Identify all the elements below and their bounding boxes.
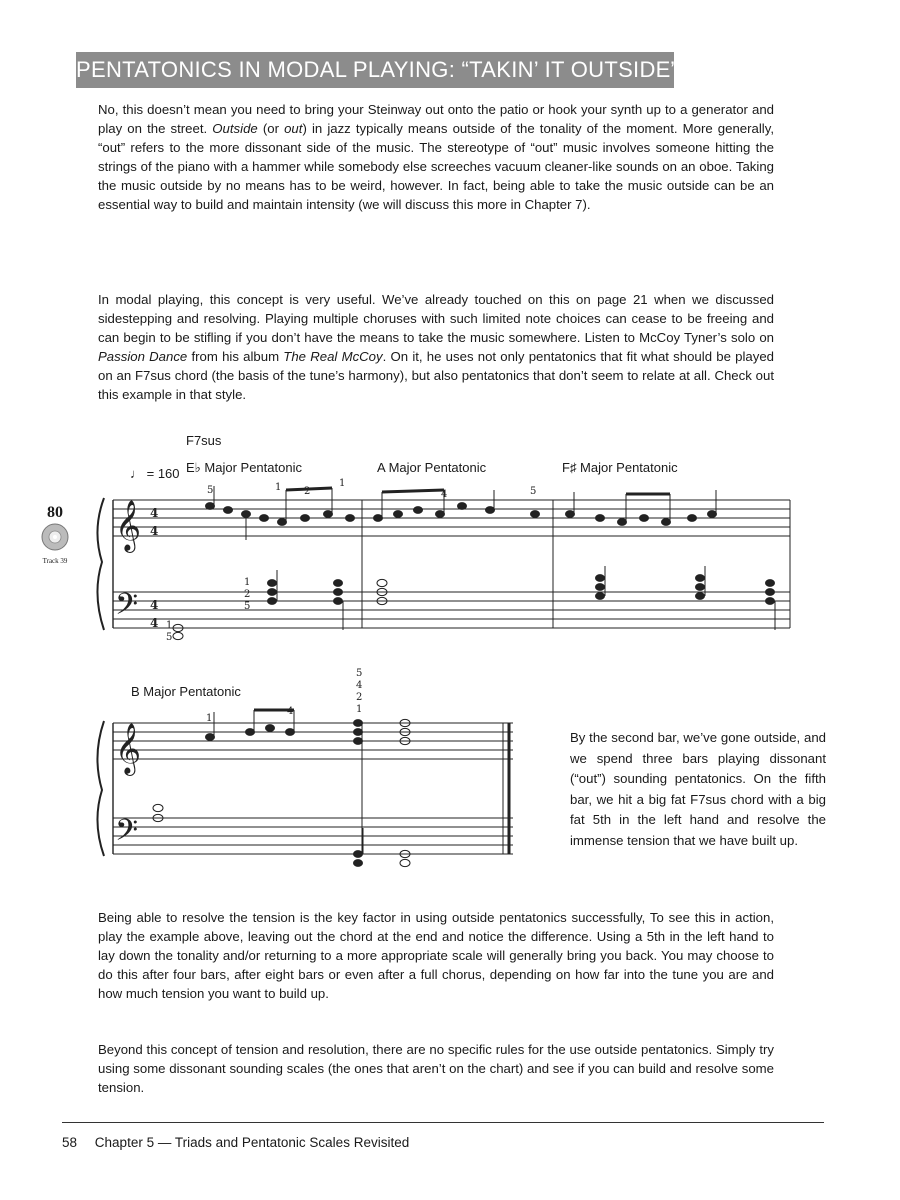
melody-notes-1	[206, 486, 717, 540]
svg-text:4: 4	[150, 598, 159, 612]
svg-text:1: 1	[166, 620, 173, 631]
svg-text:1: 1	[244, 577, 251, 588]
svg-text:5: 5	[530, 486, 537, 497]
example-explanation: By the second bar, we’ve gone outside, and we spend three bars playing dissonant (“out”) sounding pentatonics. On the fifth bar, we hit a big fat F7sus chord with a big fat 5th in the left hand and resolve the immense tension that we have built up.	[570, 730, 826, 848]
quarter-note-icon: ♩	[130, 466, 143, 481]
bass-chords-1	[173, 566, 775, 640]
svg-text:5: 5	[207, 485, 214, 496]
svg-text:4: 4	[150, 506, 159, 520]
melody-notes-2	[153, 710, 410, 867]
svg-text:5: 5	[356, 668, 363, 679]
paragraph-modal: In modal playing, this concept is very useful. We’ve already touched on this on page 21 when we discussed sidestepping and resolving. Playing multiple choruses with such limited note choices can cease to be freeing and can begin to be stifling if you don’t have the means to take the music somewhere. Listen to McCoy Tyner’s solo on Passion Dance from his album The Real McCoy. On it, he uses not only pentatonics that fit what should be played on an F7sus chord (the basis of the tune’s harmony), but also pentatonics that don’t seem to relate at all. Check out this example in that style.	[98, 292, 774, 402]
scale-label-a: A Major Pentatonic	[377, 460, 487, 475]
svg-text:1: 1	[275, 482, 282, 493]
svg-text:𝄢: 𝄢	[115, 588, 139, 629]
scale-label-b: B Major Pentatonic	[131, 684, 241, 699]
svg-text:4: 4	[356, 680, 363, 691]
svg-text:4: 4	[150, 524, 159, 538]
svg-text:5: 5	[166, 632, 173, 643]
svg-text:1: 1	[206, 713, 213, 724]
svg-text:2: 2	[304, 486, 311, 497]
svg-text:4: 4	[287, 706, 294, 717]
svg-text:2: 2	[356, 692, 363, 703]
clefs	[115, 500, 158, 855]
scale-label-fsharp: F♯ Major Pentatonic	[562, 460, 678, 475]
tempo-marking: ♩ = 160	[130, 466, 180, 481]
page-number: 58	[62, 1135, 78, 1150]
paragraph-resolve: Being able to resolve the tension is the key factor in using outside pentatonics successfully, To see this in action, play the example above, leaving out the chord at the end and notice the difference. Using a 5th in the left hand to lay down the tonality and/or returning to a more appropriate scale will generally bring you back. You may choose to do this after four bars, after eight bars or even after a full chorus, depending on how far into the tune you are and how much tension you want to build up.	[98, 910, 774, 1001]
svg-text:𝄢: 𝄢	[115, 814, 139, 855]
track-number: 80	[47, 504, 63, 521]
svg-text:2: 2	[244, 589, 251, 600]
svg-text:4: 4	[150, 616, 159, 630]
footer-divider	[62, 1122, 824, 1123]
score-system-2	[97, 721, 513, 856]
score-system-1	[97, 498, 790, 630]
paragraph-intro: No, this doesn’t mean you need to bring your Steinway out onto the patio or hook your synth up to a generator and play on the street. Outside (or out) in jazz typically means outside of the tonality of the moment. More generally, “out” refers to the more dissonant side of the music. The stereotype of “out” music involves someone hitting the strings of the piano with a hammer while somebody else screeches vacuum cleaner-like sounds on an oboe. Taking the music outside by no means has to be weird, however. In fact, being able to take the music outside can be an essential way to build and maintain intensity (we will discuss this more in Chapter 7).	[98, 102, 774, 212]
track-caption: Track 39	[42, 557, 68, 565]
chapter-title: Chapter 5 — Triads and Pentatonic Scales Revisited	[94, 1135, 410, 1150]
svg-text:5: 5	[244, 601, 251, 612]
section-title: PENTATONICS IN MODAL PLAYING: “TAKIN’ IT OUTSIDE”	[76, 52, 674, 88]
page-footer	[62, 1135, 423, 1150]
scale-label-eflat: E♭ Major Pentatonic	[186, 460, 302, 475]
svg-text:1: 1	[339, 478, 346, 489]
chord-symbol: F7sus	[186, 433, 222, 448]
svg-text:1: 1	[356, 704, 363, 715]
svg-text:4: 4	[441, 489, 448, 500]
svg-text:𝄞: 𝄞	[115, 723, 142, 774]
paragraph-conclusion: Beyond this concept of tension and resolution, there are no specific rules for the use outside pentatonics. Simply try using some dissonant sounding scales (the ones that aren’t on the chart) and see if you can build and resolve some tension.	[98, 1042, 774, 1095]
svg-text:𝄞: 𝄞	[115, 500, 142, 551]
